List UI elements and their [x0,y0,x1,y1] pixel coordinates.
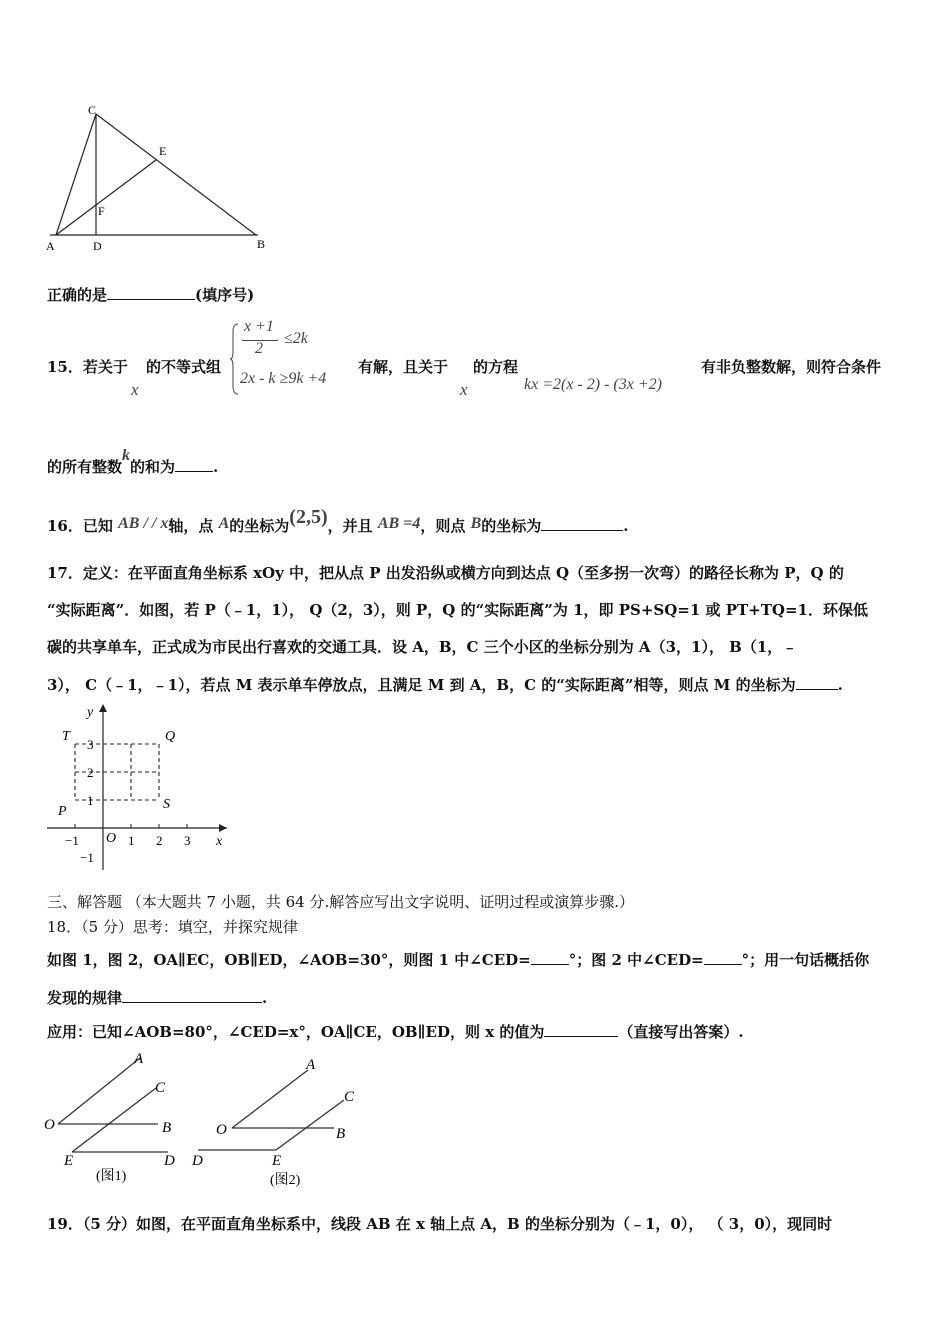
origin-label: O [106,831,117,846]
fig2-D: D [192,1153,203,1169]
ytick-3: 3 [87,737,94,752]
section-heading: 三、解答题 （本大题共 7 小题，共 64 分.解答应写出文字说明、证明过程或演算步骤.） [47,893,635,911]
label-A: A [46,239,55,253]
answer-blank[interactable] [175,457,213,472]
answer-blank[interactable] [122,988,262,1003]
q15-equation: kx =2(x - 2) - (3x +2) [524,376,662,393]
q15-var-x2: x [460,380,468,399]
q15-var-k: k [122,447,131,464]
fig1-O: O [44,1117,55,1133]
q18-line2b: . [262,989,268,1007]
q17-line4 [47,675,843,695]
answer-blank[interactable] [531,950,569,965]
xtick-3: 3 [184,833,191,848]
fig2-C: C [344,1089,355,1105]
ineq2: 2x - k ≥9k +4 [240,370,327,387]
fig2-A: A [306,1057,316,1073]
answer-blank[interactable] [541,516,623,531]
q17-line4-end: . [837,676,843,694]
fig2-E: E [272,1153,282,1169]
point-T: T [62,729,70,744]
xtick-2: 2 [156,833,163,848]
q18-line1a: 如图 1，图 2，OA∥EC，OB∥ED，∠AOB=30°，则图 1 中∠CED= [47,951,531,969]
q15-line2b: 的和为 [130,458,176,476]
label-D: D [93,239,102,253]
q14-answer-line [47,285,254,305]
coordinate-graph [45,700,235,875]
q15-line2 [47,447,219,478]
q16-math-ab-eq: AB =4 [377,515,421,532]
q15-text5: 有非负整数解，则符合条件 [701,358,882,376]
point-S: S [163,797,170,812]
q15-num: 15．若关于 [47,358,128,376]
fig1-C: C [155,1080,166,1096]
figure-2 [188,1052,363,1194]
answer-blank[interactable] [107,285,195,300]
answer-blank[interactable] [704,950,742,965]
q16-math-ab-parallel-x: AB / / x [118,515,169,532]
q15-text4: 的方程 [473,358,519,376]
q19-line1: 19．（5 分）如图，在平面直角坐标系中，线段 AB 在 x 轴上点 A，B 的坐标分别为（﹣1，0）， （ 3，0），现同时 [47,1215,833,1233]
q16-line [47,506,629,537]
fig1-E: E [64,1153,74,1169]
q16-math-A: A [218,515,230,532]
q16-text5: ，则点 [420,517,466,535]
q18-line3b: （直接写出答案）. [618,1023,744,1041]
q17-line3: 碳的共享单车，正式成为市民出行喜欢的交通工具．设 A，B，C 三个小区的坐标分别为 A（3，1）， B（1，﹣ [47,638,798,656]
label-F: F [98,204,105,218]
fig1-D: D [164,1153,175,1169]
q14-answer-tail: (填序号) [195,286,255,304]
q18-line3a: 应用：已知∠AOB=80°，∠CED=x°，OA∥CE，OB∥ED，则 x 的值为 [47,1023,545,1041]
xtick-1: 1 [128,833,135,848]
q16-num: 16．已知 [47,517,113,535]
fig1-caption: (图1) [96,1169,127,1184]
q17-line4-text: 3）， C（﹣1，﹣1），若点 M 表示单车停放点，且满足 M 到 A，B，C 的“实际距离”相等，则点 M 的坐标为 [47,676,796,694]
q17-line2: “实际距离”．如图，若 P（﹣1，1）， Q（2，3），则 P，Q 的“实际距离”为 1，即 PS+SQ=1 或 PT+TQ=1．环保低 [47,601,868,619]
q15-var-x1: x [131,380,139,399]
y-arrow-icon [99,704,107,712]
ineq1-den: 2 [255,340,263,357]
q18-line1 [47,950,869,970]
x-arrow-icon [219,824,227,832]
label-B: B [257,237,266,251]
q16-math-coord: (2,5) [289,506,328,528]
q18-line1c: °；用一句话概括你 [741,951,870,969]
label-E: E [159,144,167,158]
q14-answer-text: 正确的是 [47,286,108,304]
q15-text3: 有解，且关于 [358,358,449,376]
fig2-B: B [336,1126,346,1142]
answer-blank[interactable] [796,675,838,690]
ineq1-rhs: ≤2k [284,330,308,347]
q16-text4: ，并且 [327,517,373,535]
q16-text6: 的坐标为 [481,517,542,535]
xtick-neg1: −1 [65,833,79,848]
axis-y-label: y [87,705,94,720]
point-P: P [58,804,67,819]
figure-1 [40,1048,185,1188]
q16-text3: 的坐标为 [229,517,290,535]
fig2-caption: (图2) [270,1173,301,1188]
ineq1-num: x +1 [244,318,274,335]
fig1-A: A [134,1051,144,1067]
answer-blank[interactable] [544,1022,618,1037]
q16-math-B: B [470,515,482,532]
q15-line2c: . [213,458,219,476]
q18-line2 [47,988,267,1008]
ytick-2: 2 [87,765,94,780]
q15-text2: 的不等式组 [146,358,222,376]
q15-inequality-system [230,318,358,400]
fig2-O: O [216,1122,227,1138]
q18-line1b: °；图 2 中∠CED= [568,951,704,969]
q18-head: 18．（5 分）思考：填空，并探究规律 [47,918,298,936]
label-C: C [88,103,97,117]
point-Q: Q [165,729,176,744]
triangle-figure [40,100,280,255]
axis-x-label: x [216,834,223,849]
q15-line2a: 的所有整数 [47,458,123,476]
q18-line3 [47,1022,744,1042]
q16-text7: . [623,517,629,535]
q18-line2a: 发现的规律 [47,989,123,1007]
fig1-B: B [162,1120,172,1136]
q16-text2: 轴，点 [168,517,214,535]
q17-line1: 17．定义：在平面直角坐标系 xOy 中，把从点 P 出发沿纵或横方向到达点 Q（至多拐一次弯）的路径长称为 P，Q 的 [47,564,844,582]
left-brace-icon [230,322,240,396]
ytick-neg1: −1 [80,850,94,865]
ytick-1: 1 [87,793,94,808]
